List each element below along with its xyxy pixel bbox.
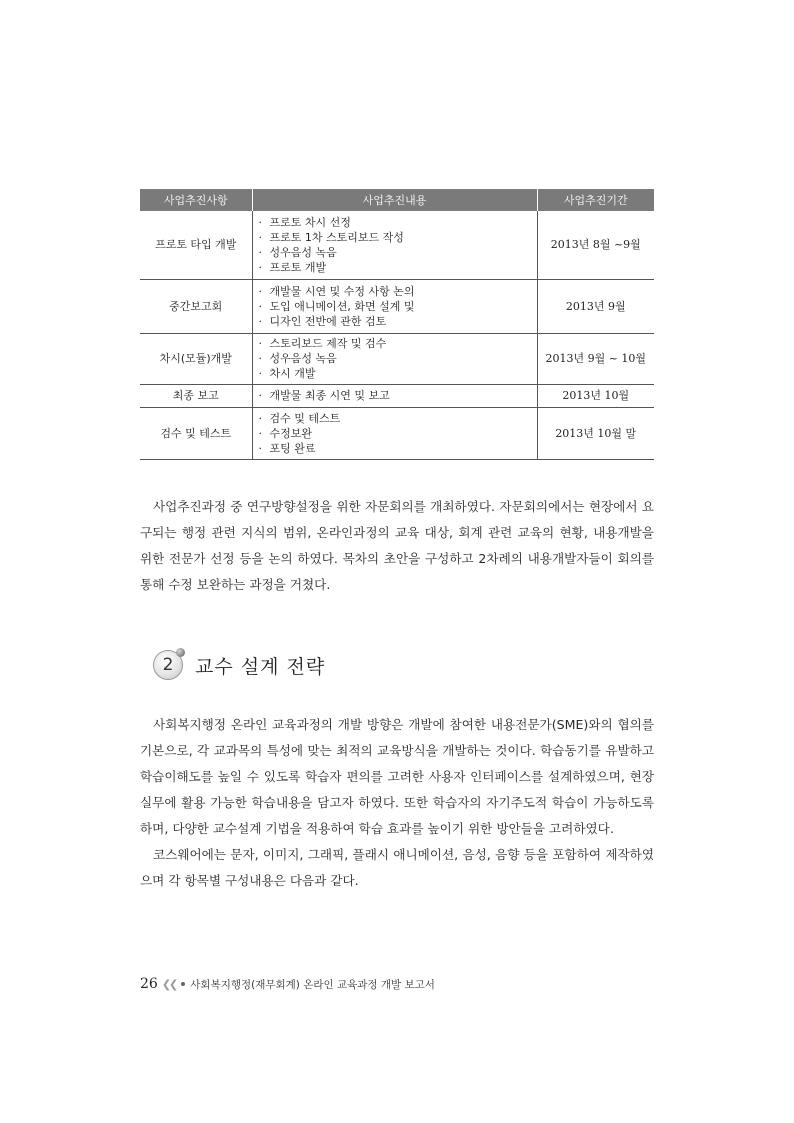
bullet-item: · 프로토 1차 스토리보드 작성 — [259, 230, 537, 245]
row-item: 차시(모듈)개발 — [140, 333, 252, 384]
bullet-item: · 도입 애니메이션, 화면 설계 및 — [259, 299, 537, 314]
section-number: 2 — [162, 655, 174, 675]
row-period: 2013년 10월 — [537, 384, 654, 407]
table-row — [140, 384, 654, 407]
row-period: 2013년 9월 — [537, 279, 654, 333]
bullet-item: · 디자인 전반에 관한 검토 — [259, 314, 537, 329]
row-item: 최종 보고 — [140, 384, 252, 407]
bullet-item: · 차시 개발 — [259, 366, 537, 381]
row-item: 프로토 타입 개발 — [140, 211, 252, 279]
header-period: 사업추진기간 — [537, 189, 654, 211]
design-strategy-paragraph: 사회복지행정 온라인 교육과정의 개발 방향은 개발에 참여한 내용전문가(SME)와의 협의를 기본으로, 각 교과목의 특성에 맞는 최적의 교육방식을 개발하는 것이다. 학습동기를 유발하고 학습이해도를 높일 수 있도록 학습자 편의를 고려한 사용자 인터페이스를 설계하였으며, 현장 실무에 활용 가능한 학습내용을 담고자 하였다. 또한 학습자의 자기주도적 학습이 가능하도록 하며, 다양한 교수설계 기법을 적용하여 학습 효과를 높이기 위한 방안들을 고려하였다. — [140, 717, 654, 836]
bullet-item: · 검수 및 테스트 — [259, 411, 537, 426]
bullet-item: · 프로토 차시 선정 — [259, 215, 537, 230]
design-strategy-paragraph-block — [140, 712, 654, 894]
header-item: 사업추진사항 — [140, 189, 252, 211]
table-row — [140, 333, 654, 384]
row-period: 2013년 10월 말 — [537, 407, 654, 459]
courseware-paragraph: 코스웨어에는 문자, 이미지, 그래픽, 플래시 애니메이션, 음성, 음향 등을 포함하여 제작하였으며 각 항목별 구성내용은 다음과 같다. — [140, 847, 654, 888]
project-plan-table — [140, 189, 654, 460]
section-number-badge — [153, 650, 183, 680]
advisory-paragraph: 사업추진과정 중 연구방향설정을 위한 자문회의를 개최하였다. 자문회의에서는 현장에서 요구되는 행정 관련 지식의 범위, 온라인과정의 교육 대상, 회계 관련 교육의 현황, 내용개발을 위한 전문가 선정 등을 논의 하였다. 목차의 초안을 구성하고 2차례의 내용개발자들이 회의를 통해 수정 보완하는 과정을 거쳤다. — [140, 499, 654, 592]
page-footer — [140, 975, 435, 993]
bullet-item: · 포팅 완료 — [259, 441, 537, 456]
advisory-paragraph-block — [140, 494, 654, 598]
bullet-item: · 개발물 시연 및 수정 사항 논의 — [259, 284, 537, 299]
section-heading — [153, 648, 325, 682]
bullet-item: · 성우음성 녹음 — [259, 245, 537, 260]
row-item: 검수 및 테스트 — [140, 407, 252, 459]
row-content — [252, 211, 537, 279]
row-item: 중간보고회 — [140, 279, 252, 333]
bullet-item: · 스토리보드 제작 및 검수 — [259, 336, 537, 351]
bullet-item: · 개발물 최종 시연 및 보고 — [259, 388, 537, 403]
row-content — [252, 384, 537, 407]
bullet-item: · 수정보완 — [259, 426, 537, 441]
bullet-item: · 성우음성 녹음 — [259, 351, 537, 366]
row-content — [252, 333, 537, 384]
table-row — [140, 407, 654, 459]
row-period: 2013년 8월 ~9월 — [537, 211, 654, 279]
header-content: 사업추진내용 — [252, 189, 537, 211]
row-content — [252, 279, 537, 333]
row-period: 2013년 9월 ~ 10월 — [537, 333, 654, 384]
footer-title: 사회복지행정(재무회계) 온라인 교육과정 개발 보고서 — [190, 978, 435, 991]
section-title: 교수 설계 전략 — [195, 655, 326, 678]
table-header-row — [140, 189, 654, 211]
chevron-left-icon: ❮❮ — [161, 977, 177, 991]
table-row — [140, 211, 654, 279]
bullet-dot-icon — [181, 982, 185, 986]
page-number: 26 — [140, 976, 158, 992]
badge-dot-icon — [176, 648, 185, 657]
table-row — [140, 279, 654, 333]
row-content — [252, 407, 537, 459]
bullet-item: · 프로토 개발 — [259, 260, 537, 275]
